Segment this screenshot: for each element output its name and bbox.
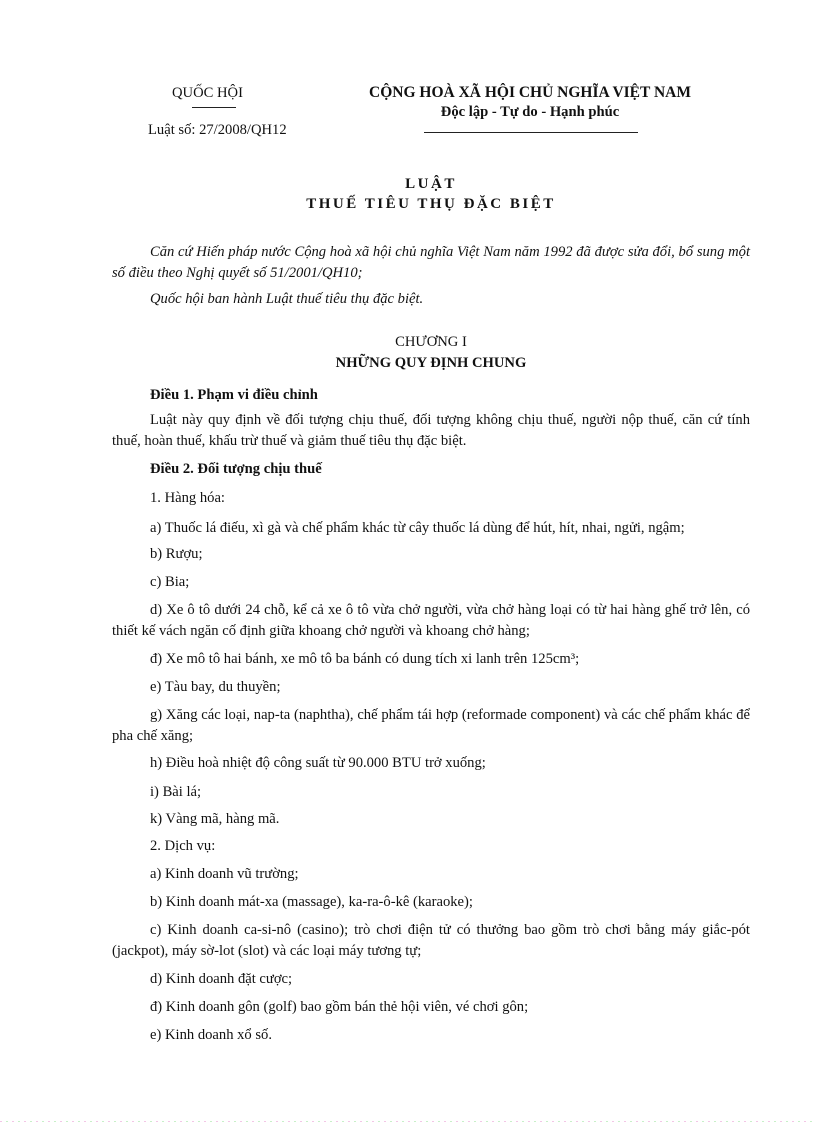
paragraph: d) Xe ô tô dưới 24 chỗ, kể cả xe ô tô vừa chở người, vừa chở hàng loại có từ hai hàng ghế trở lên, có thiết kế vách ngăn cố định giữa khoang chở người và khoang chở hàng; [112,602,750,639]
paragraph: e) Tàu bay, du thuyền; [150,679,281,695]
paragraph: b) Rượu; [150,546,203,562]
paragraph: c) Bia; [150,574,190,590]
paragraph: g) Xăng các loại, nap-ta (naphtha), chế phẩm tái hợp (reformade component) và các chế phẩm khác để pha chế xăng; [112,707,750,744]
paragraph: c) Kinh doanh ca-si-nô (casino); trò chơi điện tử có thưởng bao gồm trò chơi bằng máy giắc-pót (jackpot), máy sờ-lot (slot) và các loại máy tương tự; [112,922,750,959]
issuer: QUỐC HỘI [172,85,243,101]
page-bottom-border [0,1121,816,1122]
paragraph: k) Vàng mã, hàng mã. [150,811,280,827]
preamble-enactment: Quốc hội ban hành Luật thuế tiêu thụ đặc biệt. [150,291,424,307]
law-number: Luật số: 27/2008/QH12 [148,122,287,138]
paragraph: h) Điều hoà nhiệt độ công suất từ 90.000 BTU trở xuống; [150,755,486,771]
chapter-name: NHỮNG QUY ĐỊNH CHUNG [335,355,527,371]
paragraph: e) Kinh doanh xổ số. [150,1027,273,1043]
paragraph: a) Thuốc lá điếu, xì gà và chế phẩm khác từ cây thuốc lá dùng để hút, hít, nhai, ngửi, ngậm; [150,520,685,536]
paragraph: i) Bài lá; [150,784,202,800]
paragraph: 1. Hàng hóa: [150,490,225,506]
paragraph: đ) Kinh doanh gôn (golf) bao gồm bán thẻ hội viên, vé chơi gôn; [150,999,529,1015]
issuer-underline [192,107,236,108]
paragraph: Luật này quy định về đối tượng chịu thuế, đối tượng không chịu thuế, người nộp thuế, căn cứ tính thuế, hoàn thuế, khấu trừ thuế và giảm thuế tiêu thụ đặc biệt. [112,412,750,449]
motto-underline [424,132,638,133]
paragraph: 2. Dịch vụ: [150,838,216,854]
article-heading: Điều 2. Đối tượng chịu thuế [150,461,322,477]
chapter-number: CHƯƠNG I [395,334,467,350]
country-name: CỘNG HOÀ XÃ HỘI CHỦ NGHĨA VIỆT NAM [369,84,691,101]
document-title: THUẾ TIÊU THỤ ĐẶC BIỆT [306,196,556,212]
document-type: LUẬT [405,176,457,192]
paragraph: b) Kinh doanh mát-xa (massage), ka-ra-ô-kê (karaoke); [150,894,473,910]
paragraph: đ) Xe mô tô hai bánh, xe mô tô ba bánh có dung tích xi lanh trên 125cm³; [150,651,580,667]
paragraph: a) Kinh doanh vũ trường; [150,866,299,882]
paragraph: d) Kinh doanh đặt cược; [150,971,293,987]
motto: Độc lập - Tự do - Hạnh phúc [440,104,620,120]
preamble-basis: Căn cứ Hiến pháp nước Cộng hoà xã hội chủ nghĩa Việt Nam năm 1992 đã được sửa đổi, bổ sung một số điều theo Nghị quyết số 51/2001/QH10; [112,244,750,281]
article-heading: Điều 1. Phạm vi điều chỉnh [150,387,318,403]
